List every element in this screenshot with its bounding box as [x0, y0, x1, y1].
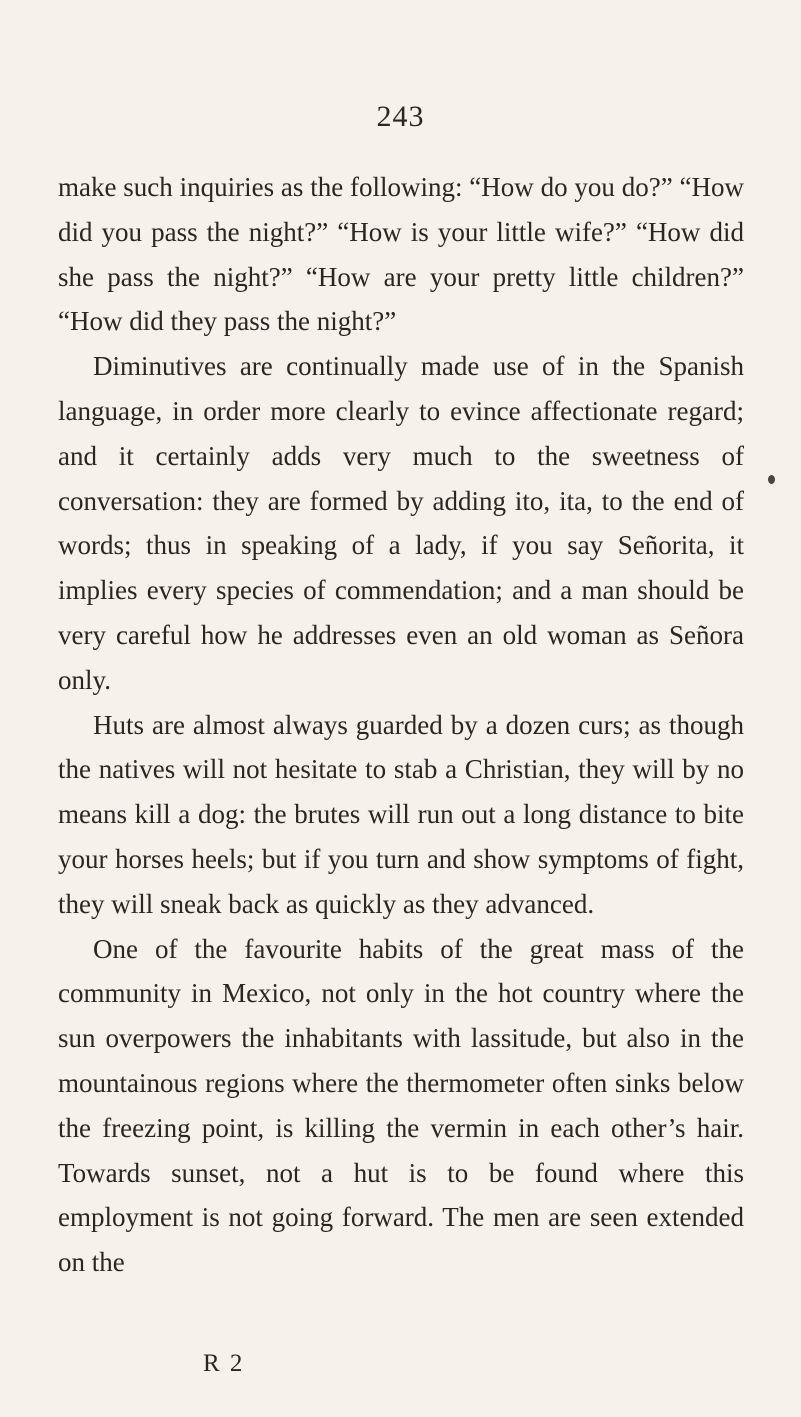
body-text	[58, 165, 744, 1285]
ink-speck	[768, 475, 775, 484]
paragraph-continuation: make such inquiries as the following: “How do you do?” “How did you pass the night?” “How is your little wife?” “How did she pass the night?” “How are your pretty little children?” “How did they pass the night?”	[58, 172, 744, 337]
paragraph-huts: Huts are almost always guarded by a dozen curs; as though the natives will not hesitate to stab a Christian, they will by no means kill a dog: the brutes will run out a long distance to bite your horses heels; but if you turn and show symptoms of fight, they will sneak back as quickly as they advanced.	[58, 709, 744, 919]
page-number: 243	[376, 100, 425, 133]
paragraph-habits: One of the favourite habits of the great mass of the community in Mexico, not only in the hot country where the sun overpowers the inhabitants with lassitude, but also in the mountainous regions where the thermometer often sinks below the freezing point, is killing the vermin in each other’s hair. Towards sunset, not a hut is to be found where this employment is not going forward. The men are seen extended on the	[58, 933, 744, 1278]
paragraph-diminutives: Diminutives are continually made use of in the Spanish language, in order more clearly to evince affectionate regard; and it certainly adds very much to the sweetness of conversation: they are formed by adding ito, ita, to the end of words; thus in speaking of a lady, if you say Señorita, it implies every species of commendation; and a man should be very careful how he addresses even an old woman as Señora only.	[58, 351, 744, 695]
signature-mark: R 2	[203, 1350, 245, 1377]
